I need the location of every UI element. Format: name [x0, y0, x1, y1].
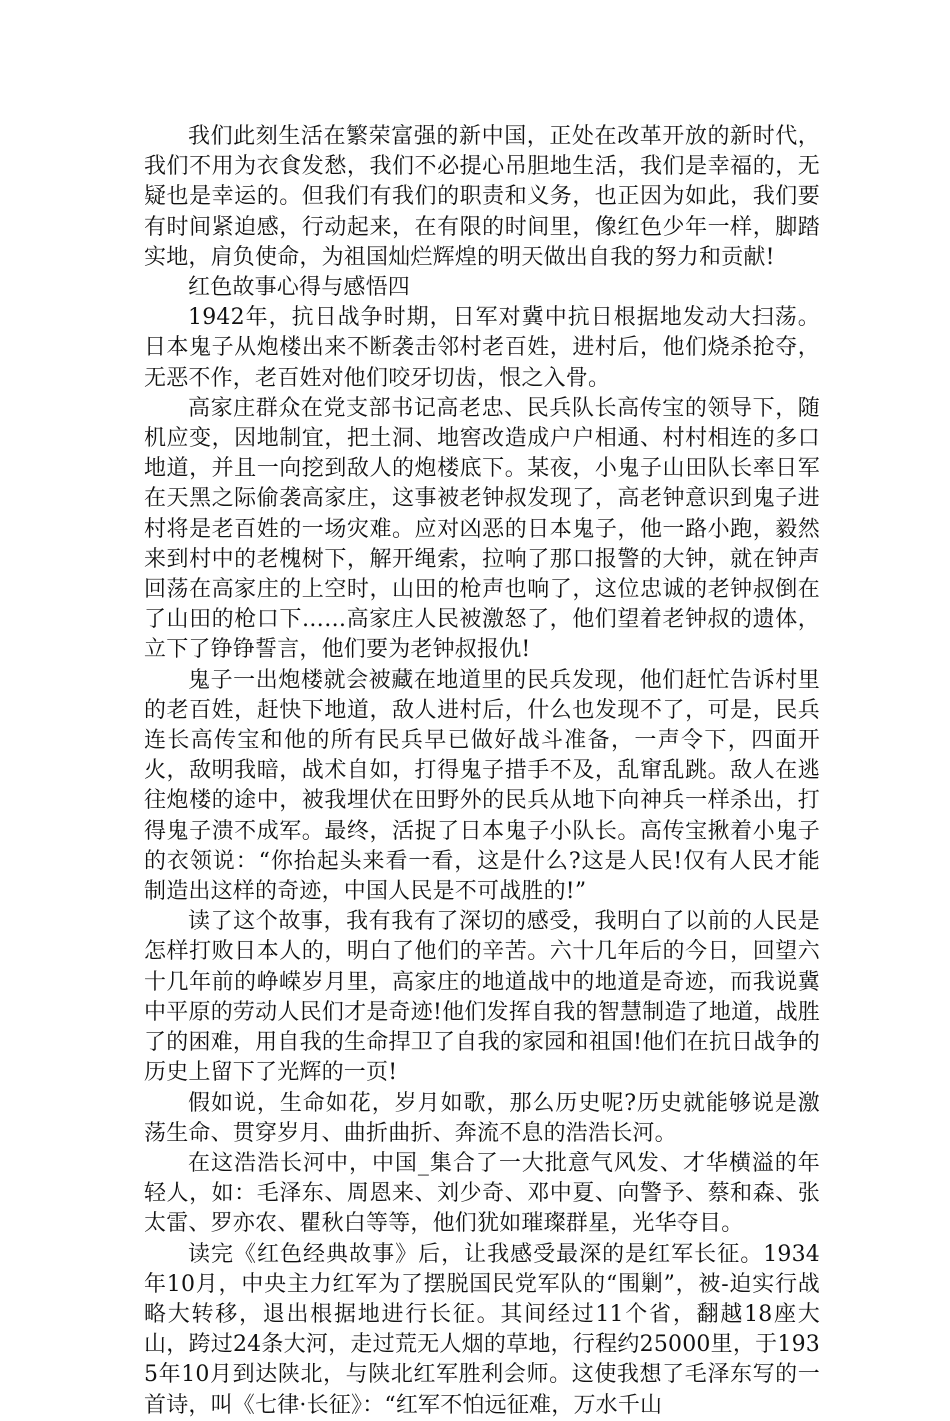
paragraph-long-march: 读完《红色经典故事》后，让我感受最深的是红军长征。1934年10月，中央主力红军为了摆脱国民党军队的“围剿”，被-迫实行战略大转移，退出根据地进行长征。其间经过11个省，翻越18座大山，跨过24条大河，走过荒无人烟的草地，行程约25000里，于1935年10月到达陕北，与陕北红军胜利会师。这使我想了毛泽东写的一首诗，叫《七律·长征》：“红军不怕远征难，万水千山: [144, 1241, 820, 1418]
paragraph-gaojiazhuang: 高家庄群众在党支部书记高老忠、民兵队长高传宝的领导下，随机应变，因地制宜，把土洞、地窖改造成户户相通、村村相连的多口地道，并且一向挖到敌人的炮楼底下。某夜，小鬼子山田队长率日军在天黑之际偷袭高家庄，这事被老钟叔发现了，高老钟意识到鬼子进村将是老百姓的一场灾难。应对凶恶的日本鬼子，他一路小跑，毅然来到村中的老槐树下，解开绳索，拉响了那口报警的大钟，就在钟声回荡在高家庄的上空时，山田的枪声也响了，这位忠诚的老钟叔倒在了山田的枪口下……高家庄人民被激怒了，他们望着老钟叔的遗体，立下了铮铮誓言，他们要为老钟叔报仇!: [144, 395, 820, 663]
paragraph-tunnel-battle: 鬼子一出炮楼就会被藏在地道里的民兵发现，他们赶忙告诉村里的老百姓，赶快下地道，敌人进村后，什么也发现不了，可是，民兵连长高传宝和他的所有民兵早已做好战斗准备，一声令下，四面开火，敌明我暗，战术自如，打得鬼子措手不及，乱窜乱跳。敌人在逃往炮楼的途中，被我埋伏在田野外的民兵从地下向神兵一样杀出，打得鬼子溃不成军。最终，活捉了日本鬼子小队长。高传宝揪着小鬼子的衣领说：“你抬起头来看一看，这是什么?这是人民!仅有人民才能制造出这样的奇迹，中国人民是不可战胜的!”: [144, 667, 820, 905]
paragraph-youth: 在这浩浩长河中，中国_集合了一大批意气风发、才华横溢的年轻人，如：毛泽东、周恩来、刘少奇、邓中夏、向警予、蔡和森、张太雷、罗亦农、瞿秋白等等，他们犹如璀璨群星，光华夺目。: [144, 1150, 820, 1237]
paragraph-intro: 我们此刻生活在繁荣富强的新中国，正处在改革开放的新时代，我们不用为衣食发愁，我们不必提心吊胆地生活，我们是幸福的，无疑也是幸运的。但我们有我们的职责和义务，也正因为如此，我们要有时间紧迫感，行动起来，在有限的时间里，像红色少年一样，脚踏实地，肩负使命，为祖国灿烂辉煌的明天做出自我的努力和贡献!: [144, 124, 820, 270]
paragraph-reflection: 读了这个故事，我有我有了深切的感受，我明白了以前的人民是怎样打败日本人的，明白了他们的辛苦。六十几年后的今日，回望六十几年前的峥嵘岁月里，高家庄的地道战中的地道是奇迹，而我说冀中平原的劳动人民们才是奇迹!他们发挥自我的智慧制造了地道，战胜了的困难，用自我的生命捍卫了自我的家园和祖国!他们在抗日战争的历史上留下了光辉的一页!: [144, 909, 820, 1086]
section-heading: 红色故事心得与感悟四: [188, 275, 411, 301]
paragraph-history: 假如说，生命如花，岁月如歌，那么历史呢?历史就能够说是激荡生命、贯穿岁月、曲折曲折、奔流不息的浩浩长河。: [144, 1090, 820, 1146]
document-body: [144, 122, 820, 1421]
paragraph-1942: 1942年，抗日战争时期，日军对冀中抗日根据地发动大扫荡。日本鬼子从炮楼出来不断袭击邻村老百姓，进村后，他们烧杀抢夺，无恶不作，老百姓对他们咬牙切齿，恨之入骨。: [144, 305, 820, 391]
